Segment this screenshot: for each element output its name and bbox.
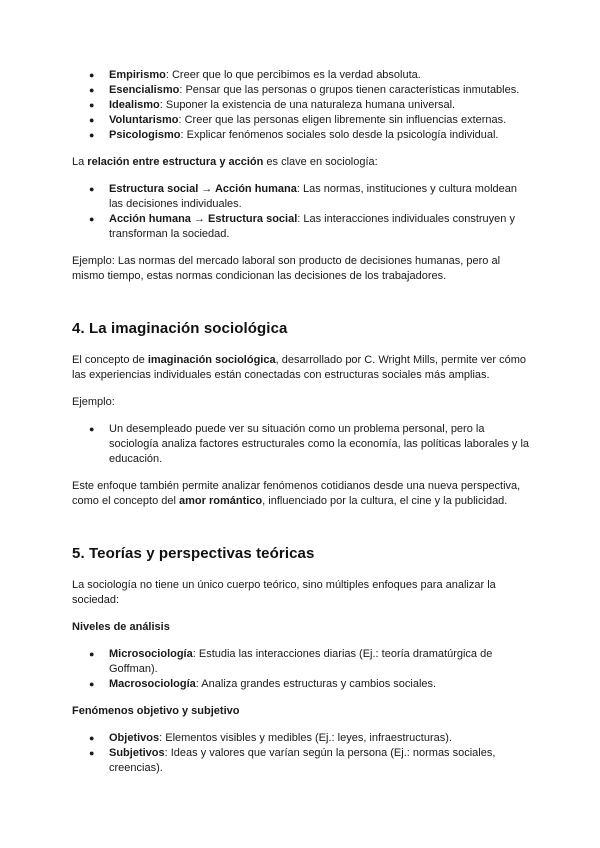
relation-intro: La relación entre estructura y acción es clave en sociología:: [72, 156, 378, 168]
bullet-icon: ●: [89, 115, 95, 125]
bullet-icon: ●: [89, 130, 95, 140]
list-item: [72, 83, 532, 98]
bullet-icon: ●: [89, 70, 95, 80]
list-item-term: Voluntarismo: [109, 114, 179, 126]
bullet-icon: ●: [89, 733, 95, 743]
list-item-text: : Explicar fenómenos sociales solo desde la psicología individual.: [180, 129, 499, 141]
list-item-text: : Suponer la existencia de una naturaleza humana universal.: [159, 99, 456, 111]
list-item-text: : Pensar que las personas o grupos tienen características inmutables.: [179, 84, 520, 96]
list-item-text: : Creer que las personas eligen libremente sin influencias externas.: [178, 114, 507, 126]
list-item: [72, 647, 532, 677]
structure-action-list: [72, 182, 532, 242]
list-item-text: : Elementos visibles y medibles (Ej.: leyes, infraestructuras).: [159, 732, 452, 744]
list-item-term: Psicologismo: [109, 129, 181, 141]
list-item-term: Objetivos: [109, 732, 160, 744]
list-item-term: Estructura social → Acción humana: [109, 183, 297, 195]
list-item-term: Esencialismo: [109, 84, 180, 96]
section-5-intro: La sociología no tiene un único cuerpo teórico, sino múltiples enfoques para analizar la sociedad:: [72, 579, 496, 606]
list-item-term: Empirismo: [109, 69, 166, 81]
list-item-term: Idealismo: [109, 99, 160, 111]
list-item: [72, 422, 532, 467]
list-item-term: Macrosociología: [109, 678, 196, 690]
bullet-icon: ●: [89, 214, 95, 224]
list-item-text: : Analiza grandes estructuras y cambios sociales.: [195, 678, 437, 690]
phenomena-list: [72, 731, 532, 776]
list-item-text: : Creer que lo que percibimos es la verdad absoluta.: [165, 69, 421, 81]
list-item-term: Acción humana → Estructura social: [109, 213, 298, 225]
section-5-title: 5. Teorías y perspectivas teóricas: [72, 545, 315, 562]
document-page: [72, 68, 532, 776]
list-item: [72, 746, 532, 776]
example-paragraph: Ejemplo: Las normas del mercado laboral son producto de decisiones humanas, pero al mismo tiempo, estas normas condicionan las decisiones de los trabajadores.: [72, 255, 501, 282]
epistemic-errors-list: [72, 68, 532, 143]
list-item: [72, 68, 532, 83]
list-item: [72, 677, 532, 692]
section-4-intro: El concepto de imaginación sociológica, desarrollado por C. Wright Mills, permite ver cómo las experiencias individuales están conectadas con estructuras sociales más amplias.: [72, 354, 527, 381]
bullet-icon: ●: [89, 424, 95, 434]
section-4-closing: Este enfoque también permite analizar fenómenos cotidianos desde una nueva perspectiva, como el concepto del amor romántico, influenciado por la cultura, el cine y la publicidad.: [72, 480, 521, 507]
list-item: [72, 113, 532, 128]
bullet-icon: ●: [89, 748, 95, 758]
list-item-text: : Las normas, instituciones y cultura moldean las decisiones individuales.: [109, 183, 517, 210]
section-4-title: 4. La imaginación sociológica: [72, 320, 288, 337]
bullet-icon: ●: [89, 184, 95, 194]
levels-list: [72, 647, 532, 692]
list-item-text: : Estudia las interacciones diarias (Ej.: teoría dramatúrgica de Goffman).: [109, 648, 493, 675]
levels-heading: Niveles de análisis: [72, 621, 170, 633]
list-item-text: : Ideas y valores que varían según la persona (Ej.: normas sociales, creencias).: [109, 747, 496, 774]
bullet-icon: ●: [89, 649, 95, 659]
list-item-text: Un desempleado puede ver su situación como un problema personal, pero la sociología analiza factores estructurales como la economía, las políticas laborales y la educación.: [109, 423, 530, 465]
example-list: [72, 422, 532, 467]
bullet-icon: ●: [89, 85, 95, 95]
example-label: Ejemplo:: [72, 396, 115, 408]
list-item: [72, 182, 532, 212]
list-item: [72, 128, 532, 143]
list-item-text: : Las interacciones individuales construyen y transforman la sociedad.: [109, 213, 515, 240]
list-item-term: Microsociología: [109, 648, 193, 660]
list-item: [72, 731, 532, 746]
list-item: [72, 98, 532, 113]
bullet-icon: ●: [89, 679, 95, 689]
bullet-icon: ●: [89, 100, 95, 110]
list-item-term: Subjetivos: [109, 747, 165, 759]
list-item: [72, 212, 532, 242]
phenomena-heading: Fenómenos objetivo y subjetivo: [72, 705, 240, 717]
